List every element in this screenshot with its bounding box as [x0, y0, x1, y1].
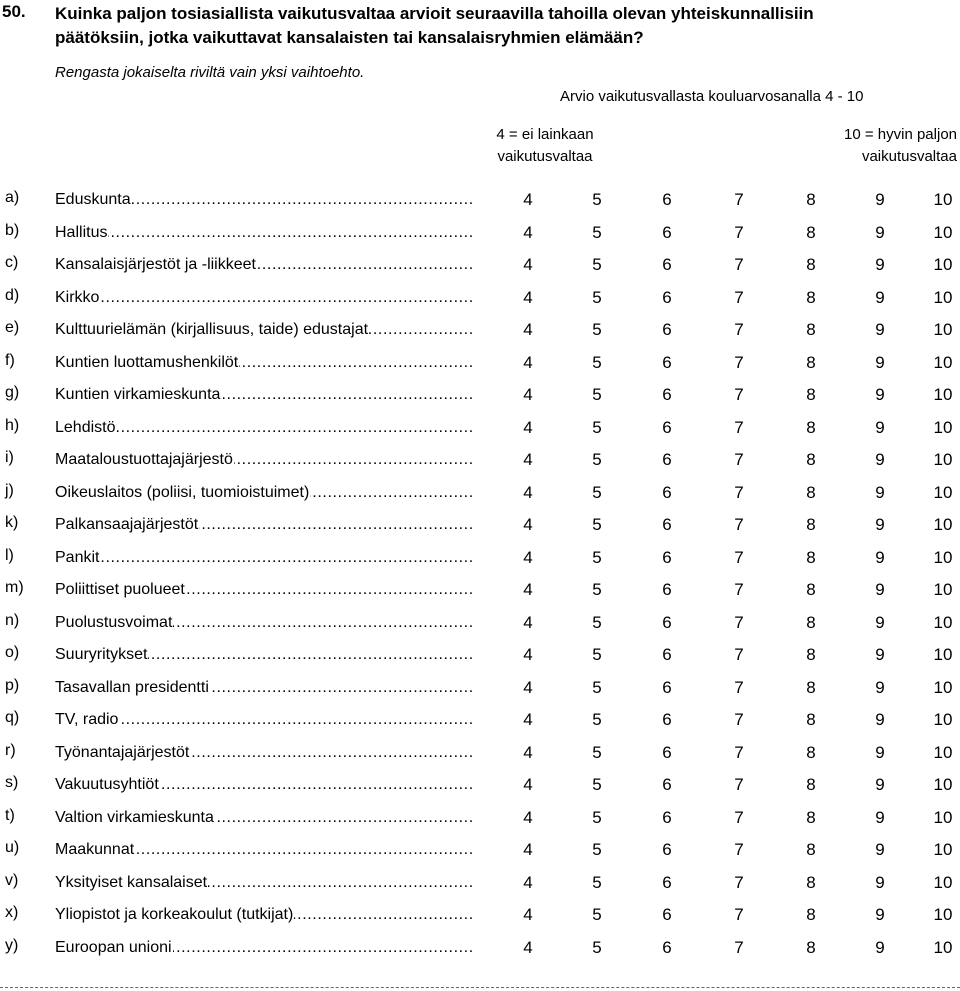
item-name	[55, 645, 472, 665]
rating-option-10[interactable]: 10	[933, 190, 953, 209]
item-letter: s)	[5, 774, 19, 791]
item-letter: u)	[5, 839, 20, 856]
rating-option-7[interactable]: 7	[734, 222, 744, 242]
item-letter: n)	[5, 611, 20, 629]
rating-option-5[interactable]: 5	[592, 515, 602, 534]
rating-option-9[interactable]: 9	[875, 450, 885, 469]
item-name	[55, 873, 472, 893]
item-name	[55, 385, 472, 405]
rating-option-8[interactable]: 8	[806, 742, 816, 762]
item-name	[55, 678, 472, 698]
item-letter: f)	[5, 351, 15, 369]
rating-option-9[interactable]: 9	[875, 385, 885, 404]
item-letter: a)	[5, 189, 20, 206]
rating-option-9[interactable]: 9	[875, 775, 885, 794]
rating-option-8[interactable]: 8	[806, 515, 816, 534]
rating-option-4[interactable]: 4	[523, 190, 533, 209]
rating-option-5[interactable]: 5	[592, 775, 602, 794]
rating-option-9[interactable]: 9	[875, 580, 885, 599]
rating-option-9[interactable]: 9	[875, 287, 885, 307]
question-text-line-2: päätöksiin, jotka vaikuttavat kansalaisten tai kansalaisryhmien elämään?	[55, 28, 644, 47]
rating-option-7[interactable]: 7	[734, 190, 744, 209]
rating-option-7[interactable]: 7	[734, 807, 744, 827]
rating-option-5[interactable]: 5	[592, 255, 602, 274]
item-letter: j)	[5, 481, 14, 499]
rating-option-4[interactable]: 4	[523, 775, 533, 794]
rating-option-6[interactable]: 6	[662, 677, 672, 697]
item-label: Maataloustuottajajärjestö	[55, 451, 233, 468]
rating-option-7[interactable]: 7	[734, 937, 744, 957]
item-label: Yliopistot ja korkeakoulut (tutkijat)	[55, 906, 294, 923]
item-label: Vakuutusyhtiöt	[55, 776, 159, 793]
rating-option-7[interactable]: 7	[734, 775, 744, 794]
item-label: Poliittiset puolueet	[55, 581, 185, 598]
item-letter: p)	[5, 676, 20, 694]
item-letter: k)	[5, 514, 19, 531]
rating-option-6[interactable]: 6	[662, 320, 672, 339]
rating-option-5[interactable]: 5	[592, 677, 602, 697]
rating-option-6[interactable]: 6	[662, 937, 672, 957]
item-name	[55, 190, 472, 210]
rating-option-7[interactable]: 7	[734, 612, 744, 632]
rating-option-10[interactable]: 10	[933, 775, 953, 794]
rating-option-8[interactable]: 8	[806, 775, 816, 794]
rating-option-4[interactable]: 4	[523, 840, 533, 859]
item-label: Työnantajajärjestöt	[55, 743, 190, 761]
item-letter: x)	[5, 904, 19, 921]
rating-row	[0, 542, 960, 575]
rating-option-9[interactable]: 9	[875, 905, 885, 924]
item-name	[55, 710, 472, 730]
question-text	[55, 2, 955, 50]
rating-option-10[interactable]: 10	[933, 547, 953, 567]
rating-option-6[interactable]: 6	[662, 905, 672, 924]
rating-option-7[interactable]: 7	[734, 385, 744, 404]
item-label: Lehdistö	[55, 418, 116, 436]
rating-option-4[interactable]: 4	[523, 742, 533, 762]
rating-row	[0, 509, 960, 542]
rating-option-7[interactable]: 7	[734, 482, 744, 502]
item-letter: y)	[5, 936, 19, 954]
rating-option-8[interactable]: 8	[806, 482, 816, 502]
rating-option-7[interactable]: 7	[734, 840, 744, 859]
rating-row	[0, 704, 960, 737]
rating-option-10[interactable]: 10	[933, 287, 953, 307]
rating-option-6[interactable]: 6	[662, 580, 672, 599]
item-letter: t)	[5, 806, 15, 824]
rating-option-5[interactable]: 5	[592, 937, 602, 957]
item-letter: v)	[5, 871, 19, 889]
rating-option-10[interactable]: 10	[933, 255, 953, 274]
rating-option-9[interactable]: 9	[875, 482, 885, 502]
rating-option-10[interactable]: 10	[933, 417, 953, 437]
scale-high-anchor-line-2: vaikutusvaltaa	[861, 148, 957, 165]
page-bottom-divider	[0, 987, 960, 988]
rating-option-10[interactable]: 10	[933, 677, 953, 697]
item-label: Valtion virkamieskunta	[55, 808, 214, 826]
rating-option-6[interactable]: 6	[662, 872, 672, 892]
rating-option-7[interactable]: 7	[734, 710, 744, 729]
rating-option-6[interactable]: 6	[662, 482, 672, 502]
rating-option-4[interactable]: 4	[523, 547, 533, 567]
rating-row	[0, 574, 960, 607]
scale-low-anchor-line-1: 4 = ei lainkaan	[496, 126, 594, 143]
item-name	[55, 548, 472, 568]
rating-option-6[interactable]: 6	[662, 385, 672, 404]
rating-option-8[interactable]: 8	[806, 547, 816, 567]
item-letter: r)	[5, 741, 16, 759]
rating-option-4[interactable]: 4	[523, 645, 533, 664]
item-name	[55, 320, 472, 340]
rating-option-4[interactable]: 4	[523, 677, 533, 697]
rating-option-7[interactable]: 7	[734, 515, 744, 534]
item-label: Kuntien virkamieskunta	[55, 386, 221, 403]
rating-row	[0, 184, 960, 217]
item-letter: m)	[5, 579, 24, 596]
rating-option-6[interactable]: 6	[662, 352, 672, 372]
item-name	[55, 580, 472, 600]
rating-option-9[interactable]: 9	[875, 222, 885, 242]
item-label: Pankit	[55, 548, 100, 566]
rating-option-4[interactable]: 4	[523, 515, 533, 534]
rating-option-10[interactable]: 10	[933, 222, 953, 242]
rating-option-8[interactable]: 8	[806, 905, 816, 924]
rating-option-10[interactable]: 10	[933, 450, 953, 469]
rating-option-5[interactable]: 5	[592, 222, 602, 242]
rating-option-10[interactable]: 10	[933, 515, 953, 534]
rating-option-4[interactable]: 4	[523, 352, 533, 372]
rating-option-6[interactable]: 6	[662, 710, 672, 729]
rating-option-4[interactable]: 4	[523, 580, 533, 599]
rating-option-9[interactable]: 9	[875, 255, 885, 274]
item-letter: o)	[5, 644, 20, 661]
item-label: Kansalaisjärjestöt ja -liikkeet	[55, 256, 256, 273]
rating-row	[0, 217, 960, 250]
item-label: Hallitus	[55, 223, 108, 241]
item-name	[55, 353, 472, 373]
item-label: TV, radio	[55, 711, 119, 728]
rating-option-6[interactable]: 6	[662, 417, 672, 437]
rating-option-6[interactable]: 6	[662, 742, 672, 762]
rating-option-5[interactable]: 5	[592, 190, 602, 209]
rating-option-5[interactable]: 5	[592, 450, 602, 469]
rating-option-9[interactable]: 9	[875, 742, 885, 762]
item-name	[55, 515, 472, 535]
item-label: Yksityiset kansalaiset	[55, 873, 208, 891]
rating-option-9[interactable]: 9	[875, 320, 885, 339]
rating-row	[0, 444, 960, 477]
item-name	[55, 613, 472, 633]
rating-option-9[interactable]: 9	[875, 840, 885, 859]
rating-option-8[interactable]: 8	[806, 287, 816, 307]
item-label: Tasavallan presidentti	[55, 678, 209, 696]
rating-option-7[interactable]: 7	[734, 352, 744, 372]
rating-option-6[interactable]: 6	[662, 547, 672, 567]
rating-option-7[interactable]: 7	[734, 742, 744, 762]
answer-instruction: Rengasta jokaiselta riviltä vain yksi vaihtoehto.	[55, 64, 365, 81]
rating-option-5[interactable]: 5	[592, 482, 602, 502]
rating-option-4[interactable]: 4	[523, 482, 533, 502]
rating-option-4[interactable]: 4	[523, 807, 533, 827]
item-name	[55, 288, 472, 308]
rating-option-4[interactable]: 4	[523, 937, 533, 957]
rating-option-5[interactable]: 5	[592, 287, 602, 307]
rating-option-10[interactable]: 10	[933, 937, 953, 957]
item-letter: e)	[5, 319, 20, 336]
rating-option-7[interactable]: 7	[734, 645, 744, 664]
rating-option-7[interactable]: 7	[734, 255, 744, 274]
rating-option-7[interactable]: 7	[734, 905, 744, 924]
rating-option-10[interactable]: 10	[933, 482, 953, 502]
rating-option-4[interactable]: 4	[523, 417, 533, 437]
rating-option-4[interactable]: 4	[523, 905, 533, 924]
rating-option-8[interactable]: 8	[806, 417, 816, 437]
rating-option-7[interactable]: 7	[734, 677, 744, 697]
rating-option-9[interactable]: 9	[875, 612, 885, 632]
rating-option-8[interactable]: 8	[806, 450, 816, 469]
rating-option-9[interactable]: 9	[875, 190, 885, 209]
rating-option-4[interactable]: 4	[523, 255, 533, 274]
scale-high-anchor	[827, 124, 957, 168]
rating-option-8[interactable]: 8	[806, 645, 816, 664]
item-name	[55, 223, 472, 243]
rating-option-6[interactable]: 6	[662, 807, 672, 827]
rating-option-6[interactable]: 6	[662, 840, 672, 859]
scale-high-anchor-line-1: 10 = hyvin paljon	[844, 126, 957, 143]
rating-option-5[interactable]: 5	[592, 417, 602, 437]
scale-title: Arvio vaikutusvallasta kouluarvosanalla 4 - 10	[560, 88, 864, 105]
rating-option-10[interactable]: 10	[933, 320, 953, 339]
item-name	[55, 808, 472, 828]
rating-option-4[interactable]: 4	[523, 287, 533, 307]
rating-option-6[interactable]: 6	[662, 515, 672, 534]
item-label: Euroopan unioni	[55, 938, 172, 956]
rating-option-8[interactable]: 8	[806, 872, 816, 892]
rating-option-7[interactable]: 7	[734, 872, 744, 892]
rating-option-9[interactable]: 9	[875, 710, 885, 729]
rating-option-5[interactable]: 5	[592, 710, 602, 729]
item-letter: i)	[5, 449, 14, 466]
rating-row	[0, 477, 960, 510]
rating-option-6[interactable]: 6	[662, 287, 672, 307]
item-name	[55, 483, 472, 503]
rating-option-7[interactable]: 7	[734, 547, 744, 567]
rating-row	[0, 802, 960, 835]
item-label: Kirkko	[55, 288, 100, 306]
item-letter: h)	[5, 416, 20, 434]
rating-option-10[interactable]: 10	[933, 840, 953, 859]
rating-option-8[interactable]: 8	[806, 385, 816, 404]
scale-low-anchor-line-2: vaikutusvaltaa	[497, 148, 593, 165]
rating-option-8[interactable]: 8	[806, 710, 816, 729]
question-text-line-1: Kuinka paljon tosiasiallista vaikutusvaltaa arvioit seuraavilla tahoilla olevan yhteiskunnallisiin	[55, 4, 814, 23]
item-letter: c)	[5, 254, 19, 271]
rating-row	[0, 769, 960, 802]
rating-option-5[interactable]: 5	[592, 352, 602, 372]
rating-row	[0, 379, 960, 412]
rating-option-7[interactable]: 7	[734, 320, 744, 339]
rating-option-6[interactable]: 6	[662, 645, 672, 664]
rating-option-6[interactable]: 6	[662, 450, 672, 469]
item-label: Puolustusvoimat	[55, 613, 173, 631]
rating-option-9[interactable]: 9	[875, 352, 885, 372]
item-letter: d)	[5, 286, 20, 304]
rating-option-5[interactable]: 5	[592, 840, 602, 859]
rating-option-10[interactable]: 10	[933, 872, 953, 892]
item-label: Maakunnat	[55, 841, 135, 858]
rating-option-4[interactable]: 4	[523, 450, 533, 469]
rating-row	[0, 899, 960, 932]
rating-option-7[interactable]: 7	[734, 287, 744, 307]
rating-option-5[interactable]: 5	[592, 580, 602, 599]
rating-option-8[interactable]: 8	[806, 352, 816, 372]
rating-option-8[interactable]: 8	[806, 222, 816, 242]
item-label: Kuntien luottamushenkilöt	[55, 353, 239, 371]
rating-option-4[interactable]: 4	[523, 222, 533, 242]
rating-option-9[interactable]: 9	[875, 807, 885, 827]
rating-row	[0, 607, 960, 640]
rating-option-8[interactable]: 8	[806, 580, 816, 599]
rating-option-4[interactable]: 4	[523, 710, 533, 729]
rating-option-8[interactable]: 8	[806, 807, 816, 827]
item-name	[55, 938, 472, 958]
item-name	[55, 840, 472, 860]
rating-row	[0, 672, 960, 705]
rating-option-5[interactable]: 5	[592, 742, 602, 762]
rating-option-8[interactable]: 8	[806, 612, 816, 632]
item-label: Kulttuurielämän (kirjallisuus, taide) edustajat	[55, 321, 369, 338]
rating-option-10[interactable]: 10	[933, 710, 953, 729]
rating-option-9[interactable]: 9	[875, 937, 885, 957]
rating-row	[0, 282, 960, 315]
rating-option-6[interactable]: 6	[662, 222, 672, 242]
rating-row	[0, 834, 960, 867]
rating-option-10[interactable]: 10	[933, 385, 953, 404]
rating-option-9[interactable]: 9	[875, 417, 885, 437]
rating-option-6[interactable]: 6	[662, 775, 672, 794]
rating-items-list	[0, 184, 960, 964]
item-name	[55, 255, 472, 275]
rating-option-8[interactable]: 8	[806, 255, 816, 274]
rating-option-8[interactable]: 8	[806, 677, 816, 697]
item-name	[55, 418, 472, 438]
item-letter: q)	[5, 709, 20, 726]
rating-option-8[interactable]: 8	[806, 320, 816, 339]
rating-option-6[interactable]: 6	[662, 255, 672, 274]
rating-option-7[interactable]: 7	[734, 450, 744, 469]
item-label: Oikeuslaitos (poliisi, tuomioistuimet)	[55, 483, 310, 501]
item-name	[55, 775, 472, 795]
item-label: Suuryritykset	[55, 646, 148, 663]
item-name	[55, 450, 472, 470]
rating-option-6[interactable]: 6	[662, 190, 672, 209]
item-letter: l)	[5, 546, 14, 564]
item-name	[55, 905, 472, 925]
rating-option-9[interactable]: 9	[875, 547, 885, 567]
rating-option-5[interactable]: 5	[592, 547, 602, 567]
rating-option-5[interactable]: 5	[592, 905, 602, 924]
rating-option-5[interactable]: 5	[592, 872, 602, 892]
scale-low-anchor	[470, 124, 620, 168]
rating-option-5[interactable]: 5	[592, 645, 602, 664]
rating-row	[0, 932, 960, 965]
rating-row	[0, 249, 960, 282]
rating-option-4[interactable]: 4	[523, 612, 533, 632]
item-letter: g)	[5, 384, 20, 401]
rating-option-9[interactable]: 9	[875, 677, 885, 697]
rating-option-7[interactable]: 7	[734, 580, 744, 599]
rating-option-10[interactable]: 10	[933, 645, 953, 664]
rating-row	[0, 639, 960, 672]
rating-option-8[interactable]: 8	[806, 840, 816, 859]
rating-option-4[interactable]: 4	[523, 320, 533, 339]
rating-option-10[interactable]: 10	[933, 905, 953, 924]
rating-row	[0, 412, 960, 445]
rating-option-5[interactable]: 5	[592, 807, 602, 827]
rating-option-10[interactable]: 10	[933, 742, 953, 762]
rating-row	[0, 347, 960, 380]
rating-option-10[interactable]: 10	[933, 580, 953, 599]
rating-option-4[interactable]: 4	[523, 872, 533, 892]
item-name	[55, 743, 472, 763]
rating-option-5[interactable]: 5	[592, 385, 602, 404]
rating-option-10[interactable]: 10	[933, 807, 953, 827]
rating-option-9[interactable]: 9	[875, 645, 885, 664]
rating-row	[0, 737, 960, 770]
question-number: 50.	[2, 2, 26, 21]
rating-option-8[interactable]: 8	[806, 190, 816, 209]
rating-option-6[interactable]: 6	[662, 612, 672, 632]
rating-option-5[interactable]: 5	[592, 612, 602, 632]
rating-row	[0, 867, 960, 900]
rating-option-7[interactable]: 7	[734, 417, 744, 437]
rating-option-9[interactable]: 9	[875, 872, 885, 892]
item-letter: b)	[5, 221, 20, 239]
rating-row	[0, 314, 960, 347]
rating-option-4[interactable]: 4	[523, 385, 533, 404]
item-label: Palkansaajajärjestöt	[55, 516, 199, 533]
rating-option-8[interactable]: 8	[806, 937, 816, 957]
rating-option-9[interactable]: 9	[875, 515, 885, 534]
rating-option-5[interactable]: 5	[592, 320, 602, 339]
rating-option-10[interactable]: 10	[933, 612, 953, 632]
rating-option-10[interactable]: 10	[933, 352, 953, 372]
item-label: Eduskunta	[55, 191, 131, 208]
